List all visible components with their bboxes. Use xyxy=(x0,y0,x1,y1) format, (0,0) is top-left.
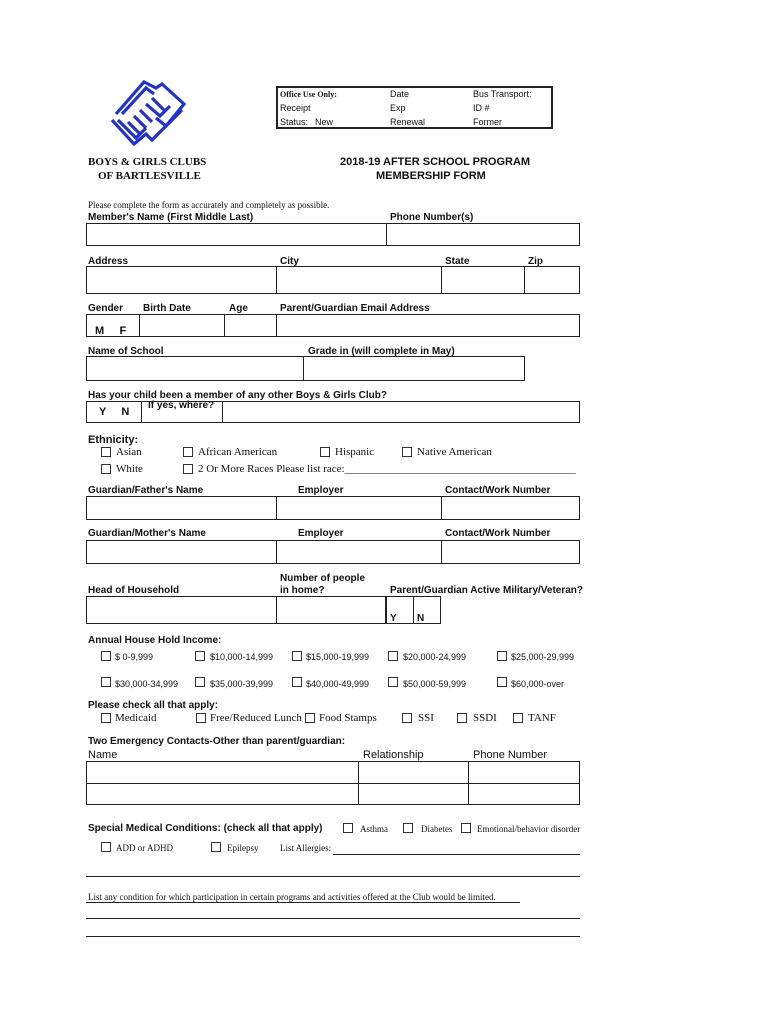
divider xyxy=(386,223,387,246)
food-stamps-label: Food Stamps xyxy=(319,712,377,724)
emotional-disorder-checkbox[interactable] xyxy=(461,823,471,833)
divider xyxy=(468,761,469,805)
asian-checkbox[interactable] xyxy=(101,447,111,457)
father-field[interactable] xyxy=(86,496,580,520)
food-stamps-checkbox[interactable] xyxy=(305,713,315,723)
income-checkbox[interactable] xyxy=(388,651,398,661)
native-american-checkbox[interactable] xyxy=(402,447,412,457)
african-american-label: African American xyxy=(198,446,278,458)
income-option: $ 0-9,999 xyxy=(115,652,154,662)
other-club-yn[interactable]: Y N xyxy=(99,406,130,418)
instructions: Please complete the form as accurately and completely as possible. xyxy=(88,200,330,210)
free-reduced-lunch-checkbox[interactable] xyxy=(196,713,206,723)
divider xyxy=(86,783,580,784)
divider xyxy=(276,540,277,564)
birth-date-label: Birth Date xyxy=(143,303,191,314)
member-name-label: Member's Name (First Middle Last) xyxy=(88,212,254,223)
address-field[interactable] xyxy=(86,266,580,294)
medical-line[interactable] xyxy=(86,876,580,877)
divider xyxy=(224,314,225,337)
ssi-checkbox[interactable] xyxy=(402,713,412,723)
tanf-checkbox[interactable] xyxy=(513,713,523,723)
asian-label: Asian xyxy=(116,446,142,458)
allergies-label: List Allergies: xyxy=(280,843,332,853)
medicaid-checkbox[interactable] xyxy=(101,713,111,723)
form-title-line1: 2018-19 AFTER SCHOOL PROGRAM xyxy=(340,156,531,168)
add-adhd-checkbox[interactable] xyxy=(101,842,111,852)
office-date-label: Date xyxy=(390,89,410,99)
limitations-label: List any condition for which participation in certain programs and activities offered at the Club would be limited. xyxy=(88,892,496,902)
mother-contact-label: Contact/Work Number xyxy=(445,528,551,539)
divider xyxy=(441,266,442,294)
ssi-label: SSI xyxy=(418,712,434,724)
income-checkbox[interactable] xyxy=(497,677,507,687)
office-receipt-label: Receipt xyxy=(280,103,311,113)
hispanic-label: Hispanic xyxy=(335,446,375,458)
income-label: Annual House Hold Income: xyxy=(88,635,222,646)
office-former-label: Former xyxy=(473,117,502,127)
income-checkbox[interactable] xyxy=(195,651,205,661)
org-name-line1: BOYS & GIRLS CLUBS xyxy=(88,156,207,168)
father-employer-label: Employer xyxy=(298,485,344,496)
limitations-line[interactable] xyxy=(86,936,580,937)
two-or-more-checkbox[interactable] xyxy=(183,464,193,474)
divider xyxy=(524,266,525,294)
income-checkbox[interactable] xyxy=(388,677,398,687)
epilepsy-label: Epilepsy xyxy=(227,843,259,853)
ethnicity-label: Ethnicity: xyxy=(88,434,139,446)
divider xyxy=(303,356,304,381)
income-checkbox[interactable] xyxy=(101,677,111,687)
military-no[interactable]: N xyxy=(417,613,425,624)
ssdi-checkbox[interactable] xyxy=(457,713,467,723)
address-label: Address xyxy=(88,256,129,267)
income-option: $15,000-19,999 xyxy=(306,652,370,662)
white-label: White xyxy=(116,463,143,475)
divider xyxy=(441,496,442,520)
household-field[interactable] xyxy=(86,596,386,624)
medical-label: Special Medical Conditions: (check all that apply) xyxy=(88,823,323,834)
office-new-label: New xyxy=(315,117,334,127)
divider xyxy=(358,761,359,805)
gender-label: Gender xyxy=(88,303,124,314)
divider xyxy=(141,401,142,423)
mother-employer-label: Employer xyxy=(298,528,344,539)
divider xyxy=(276,596,277,624)
boys-girls-club-logo xyxy=(106,74,192,152)
emergency-phone-label: Phone Number xyxy=(473,749,547,761)
hispanic-checkbox[interactable] xyxy=(320,447,330,457)
income-option: $30,000-34,999 xyxy=(115,679,179,689)
gender-options[interactable]: M F xyxy=(95,325,127,337)
allergies-input-line[interactable] xyxy=(333,854,580,855)
office-bus-label: Bus Transport: xyxy=(473,89,532,99)
income-option: $50,000-59,999 xyxy=(403,679,467,689)
income-option: $10,000-14,999 xyxy=(210,652,274,662)
diabetes-label: Diabetes xyxy=(421,824,453,834)
income-option: $20,000-24,999 xyxy=(403,652,467,662)
income-checkbox[interactable] xyxy=(497,651,507,661)
father-label: Guardian/Father's Name xyxy=(88,485,204,496)
other-club-question: Has your child been a member of any other Boys & Girls Club? xyxy=(88,390,387,401)
mother-label: Guardian/Mother's Name xyxy=(88,528,206,539)
divider xyxy=(276,496,277,520)
office-renewal-label: Renewal xyxy=(390,117,426,127)
limitations-underline xyxy=(86,902,520,903)
email-label: Parent/Guardian Email Address xyxy=(280,303,430,314)
white-checkbox[interactable] xyxy=(101,464,111,474)
native-american-label: Native American xyxy=(417,446,492,458)
income-checkbox[interactable] xyxy=(101,651,111,661)
income-checkbox[interactable] xyxy=(292,677,302,687)
emergency-contacts-label: Two Emergency Contacts-Other than parent/guardian: xyxy=(88,736,346,747)
divider xyxy=(441,540,442,564)
member-name-field[interactable] xyxy=(86,223,580,246)
city-label: City xyxy=(280,256,299,267)
income-checkbox[interactable] xyxy=(195,677,205,687)
school-grade-field[interactable] xyxy=(86,356,525,381)
office-status-label: Status: xyxy=(280,117,309,127)
divider xyxy=(413,596,414,624)
emergency-relationship-label: Relationship xyxy=(363,749,424,761)
form-title-line2: MEMBERSHIP FORM xyxy=(376,170,486,182)
epilepsy-checkbox[interactable] xyxy=(211,842,221,852)
two-or-more-label: 2 Or More Races Please list race:__________________________________________ xyxy=(198,463,576,475)
military-yes[interactable]: Y xyxy=(390,613,397,624)
assistance-label: Please check all that apply: xyxy=(88,700,219,711)
household-count-label-2: in home? xyxy=(280,585,325,596)
military-label: Parent/Guardian Active Military/Veteran? xyxy=(390,585,584,596)
father-contact-label: Contact/Work Number xyxy=(445,485,551,496)
office-exp-label: Exp xyxy=(390,103,406,113)
emotional-disorder-label: Emotional/behavior disorder xyxy=(477,824,581,834)
org-name-line2: OF BARTLESVILLE xyxy=(98,170,201,182)
school-label: Name of School xyxy=(88,346,164,357)
tanf-label: TANF xyxy=(528,712,556,724)
african-american-checkbox[interactable] xyxy=(183,447,193,457)
phone-label: Phone Number(s) xyxy=(390,212,474,223)
office-use-title: Office Use Only: xyxy=(280,90,337,99)
head-of-household-label: Head of Household xyxy=(88,585,180,596)
grade-label: Grade in (will complete in May) xyxy=(308,346,455,357)
ssdi-label: SSDI xyxy=(473,712,497,724)
income-checkbox[interactable] xyxy=(292,651,302,661)
if-yes-label: If yes, where? xyxy=(148,400,215,411)
income-option: $60,000-over xyxy=(511,679,565,689)
emergency-name-label: Name xyxy=(88,749,118,761)
medicaid-label: Medicaid xyxy=(115,712,157,724)
free-reduced-lunch-label: Free/Reduced Lunch xyxy=(210,712,302,724)
limitations-line[interactable] xyxy=(86,918,580,919)
zip-label: Zip xyxy=(528,256,543,267)
asthma-checkbox[interactable] xyxy=(343,823,353,833)
income-option: $35,000-39,999 xyxy=(210,679,274,689)
age-label: Age xyxy=(229,303,248,314)
income-option: $40,000-49,999 xyxy=(306,679,370,689)
divider xyxy=(222,401,223,423)
divider xyxy=(276,266,277,294)
asthma-label: Asthma xyxy=(360,824,388,834)
divider xyxy=(139,314,140,337)
state-label: State xyxy=(445,256,470,267)
household-count-label-1: Number of people xyxy=(280,573,366,584)
income-option: $25,000-29,999 xyxy=(511,652,575,662)
gender-birth-age-email-field[interactable] xyxy=(86,314,580,337)
office-id-label: ID # xyxy=(473,103,490,113)
divider xyxy=(276,314,277,337)
add-adhd-label: ADD or ADHD xyxy=(116,843,173,853)
mother-field[interactable] xyxy=(86,540,580,564)
diabetes-checkbox[interactable] xyxy=(403,823,413,833)
